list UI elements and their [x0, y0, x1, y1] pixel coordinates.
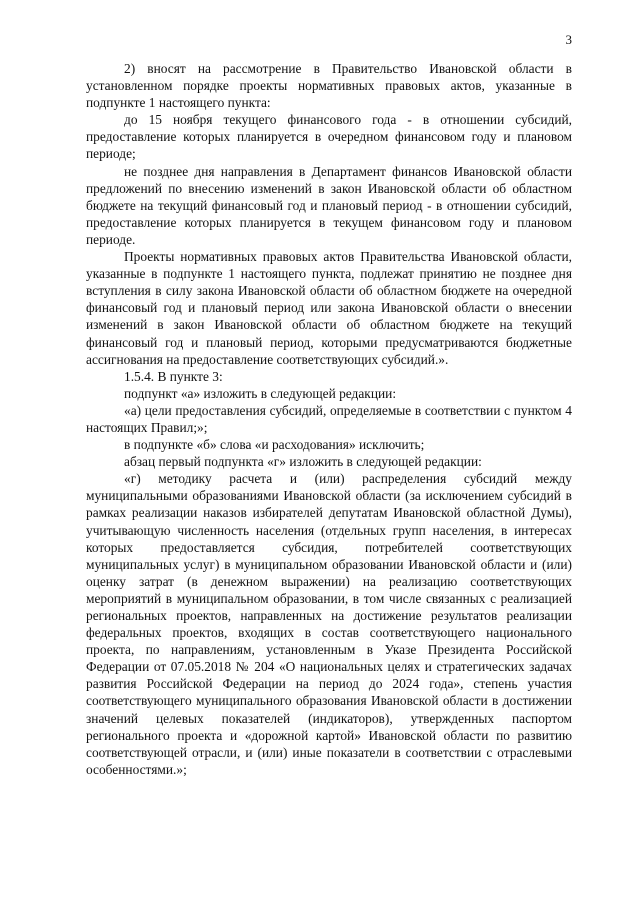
paragraph: «г) методику расчета и (или) распределения субсидий между муниципальными образованиями Ивановской области (за исключением субсидий в рамках реализации наказов избирателей депутатам Ивановской областной Думы), учитывающую численность населения (отдельных групп населения, в интересах которых предоставляется субсидия, потребителей соответствующих муниципальных услуг) в муниципальном образовании Ивановской области и (или) оценку затрат (в денежном выражении) на реализацию соответствующих мероприятий в муниципальном образовании, в том числе связанных с реализацией региональных проектов, направленных на достижение результатов реализации федеральных проектов, входящих в состав соответствующего национального проекта, по направлениям, установленным в Указе Президента Российской Федерации от 07.05.2018 № 204 «О национальных целях и стратегических задачах развития Российской Федерации на период до 2024 года», степень участия соответствующего муниципального образования Ивановской области в достижении значений целевых показателей (индикаторов), утвержденных паспортом регионального проекта и «дорожной картой» Ивановской области по развитию соответствующей отрасли, и (или) иные показатели в соответствии с отраслевыми особенностями.»;	[86, 471, 572, 777]
paragraph: Проекты нормативных правовых актов Правительства Ивановской области, указанные в подпункте 1 настоящего пункта, подлежат принятию не позднее дня вступления в силу закона Ивановской области об областном бюджете на очередной финансовый год и плановый период или закона Ивановской области о внесении изменений в закон Ивановской области об областном бюджете на текущий финансовый год и плановый период, которыми предусматриваются бюджетные ассигнования на предоставление соответствующих субсидий.».	[86, 249, 572, 367]
paragraph: до 15 ноября текущего финансового года - в отношении субсидий, предоставление которых планируется в очередном финансовом году и плановом периоде;	[86, 112, 572, 162]
paragraph: в подпункте «б» слова «и расходования» исключить;	[124, 437, 425, 453]
document-body	[86, 60, 572, 778]
page-number: 3	[565, 32, 572, 47]
paragraph: 1.5.4. В пункте 3:	[124, 368, 223, 384]
paragraph: 2) вносят на рассмотрение в Правительство Ивановской области в установленном порядке проекты нормативных правовых актов, указанные в подпункте 1 настоящего пункта:	[86, 61, 572, 111]
paragraph: абзац первый подпункта «г» изложить в следующей редакции:	[124, 454, 482, 470]
paragraph: не позднее дня направления в Департамент финансов Ивановской области предложений по внесению изменений в закон Ивановской области об областном бюджете на текущий финансовый год и плановый период - в отношении субсидий, предоставление которых планируется в текущем финансовом году и плановом периоде.	[86, 163, 572, 247]
paragraph: «а) цели предоставления субсидий, определяемые в соответствии с пунктом 4 настоящих Правил;»;	[86, 402, 572, 435]
paragraph: подпункт «а» изложить в следующей редакции:	[124, 385, 397, 401]
